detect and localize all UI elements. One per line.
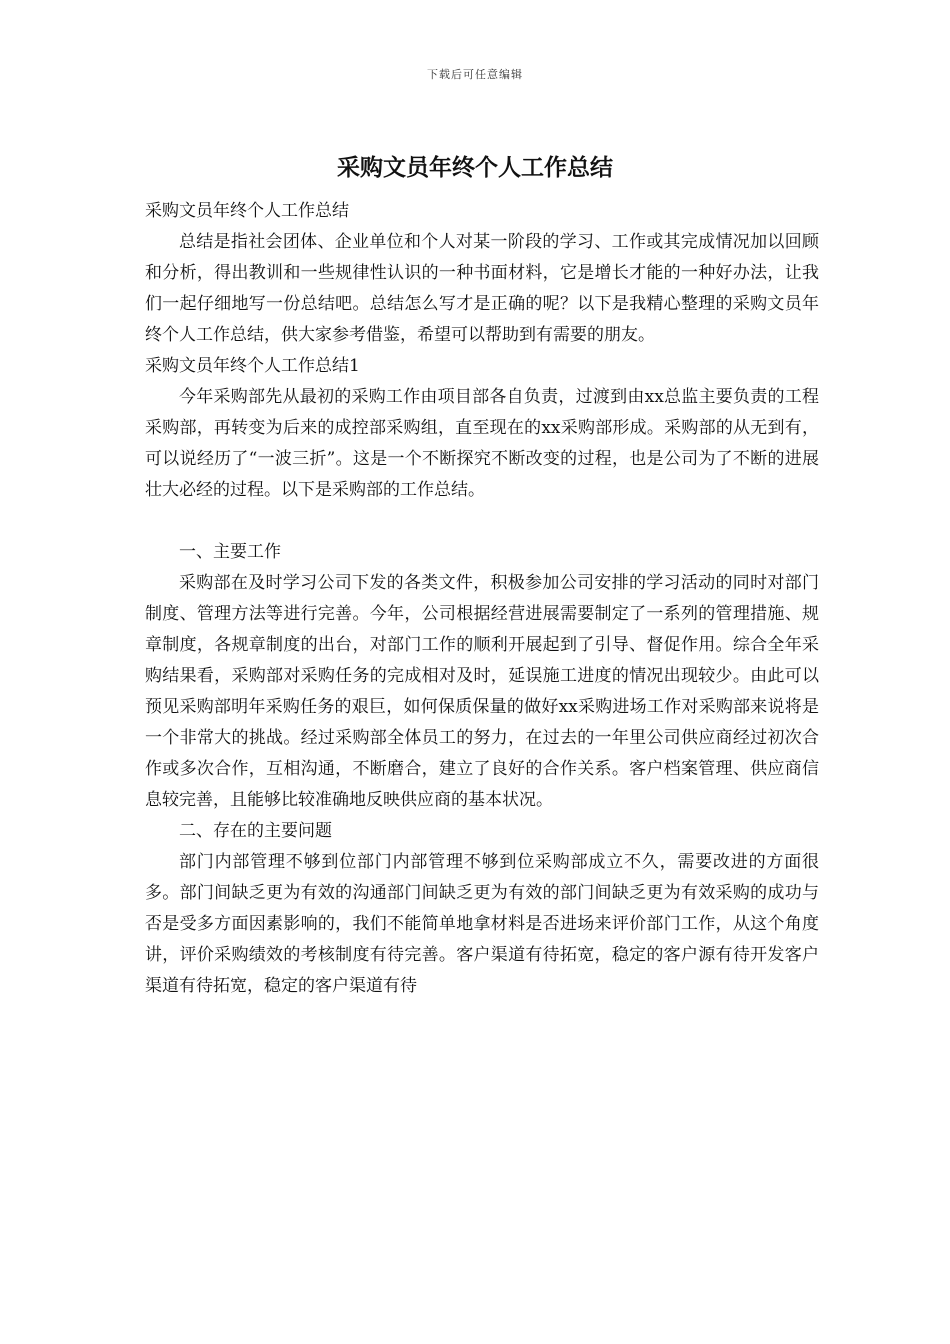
header-note: 下载后可任意编辑 bbox=[427, 68, 523, 81]
paragraph-main-work: 采购部在及时学习公司下发的各类文件，积极参加公司安排的学习活动的同时对部门制度、管理方法等进行完善。今年，公司根据经营进展需要制定了一系列的管理措施、规章制度，各规章制度的出台，对部门工作的顺利开展起到了引导、督促作用。综合全年采购结果看，采购部对采购任务的完成相对及时，延误施工进度的情况出现较少。由此可以预见采购部明年采购任务的艰巨，如何保质保量的做好xx采购进场工作对采购部来说将是一个非常大的挑战。经过采购部全体员工的努力，在过去的一年里公司供应商经过初次合作或多次合作，互相沟通，不断磨合，建立了良好的合作关系。客户档案管理、供应商信息较完善，且能够比较准确地反映供应商的基本状况。 bbox=[145, 573, 819, 810]
paragraph-problems: 部门内部管理不够到位部门内部管理不够到位采购部成立不久，需要改进的方面很多。部门间缺乏更为有效的沟通部门间缺乏更为有效的部门间缺乏更为有效采购的成功与否是受多方面因素影响的，我们不能简单地拿材料是否进场来评价部门工作，从这个角度讲，评价采购绩效的考核制度有待完善。客户渠道有待拓宽，稳定的客户源有待开发客户渠道有待拓宽，稳定的客户渠道有待 bbox=[145, 852, 819, 996]
heading-problems: 二、存在的主要问题 bbox=[179, 821, 332, 841]
intro-paragraph: 总结是指社会团体、企业单位和个人对某一阶段的学习、工作或其完成情况加以回顾和分析，得出教训和一些规律性认识的一种书面材料，它是增长才能的一种好办法，让我们一起仔细地写一份总结吧。总结怎么写才是正确的呢？以下是我精心整理的采购文员年终个人工作总结，供大家参考借鉴，希望可以帮助到有需要的朋友。 bbox=[145, 232, 819, 345]
document-body bbox=[145, 196, 819, 1002]
document-subtitle: 采购文员年终个人工作总结 bbox=[145, 201, 349, 221]
paragraph-overview: 今年采购部先从最初的采购工作由项目部各自负责，过渡到由xx总监主要负责的工程采购部，再转变为后来的成控部采购组，直至现在的xx采购部形成。采购部的从无到有，可以说经历了“一波三折”。这是一个不断探究不断改变的过程，也是公司为了不断的进展壮大必经的过程。以下是采购部的工作总结。 bbox=[145, 387, 819, 500]
document-title: 采购文员年终个人工作总结 bbox=[337, 154, 613, 181]
heading-main-work: 一、主要工作 bbox=[179, 542, 281, 562]
section-title: 采购文员年终个人工作总结1 bbox=[145, 356, 360, 376]
